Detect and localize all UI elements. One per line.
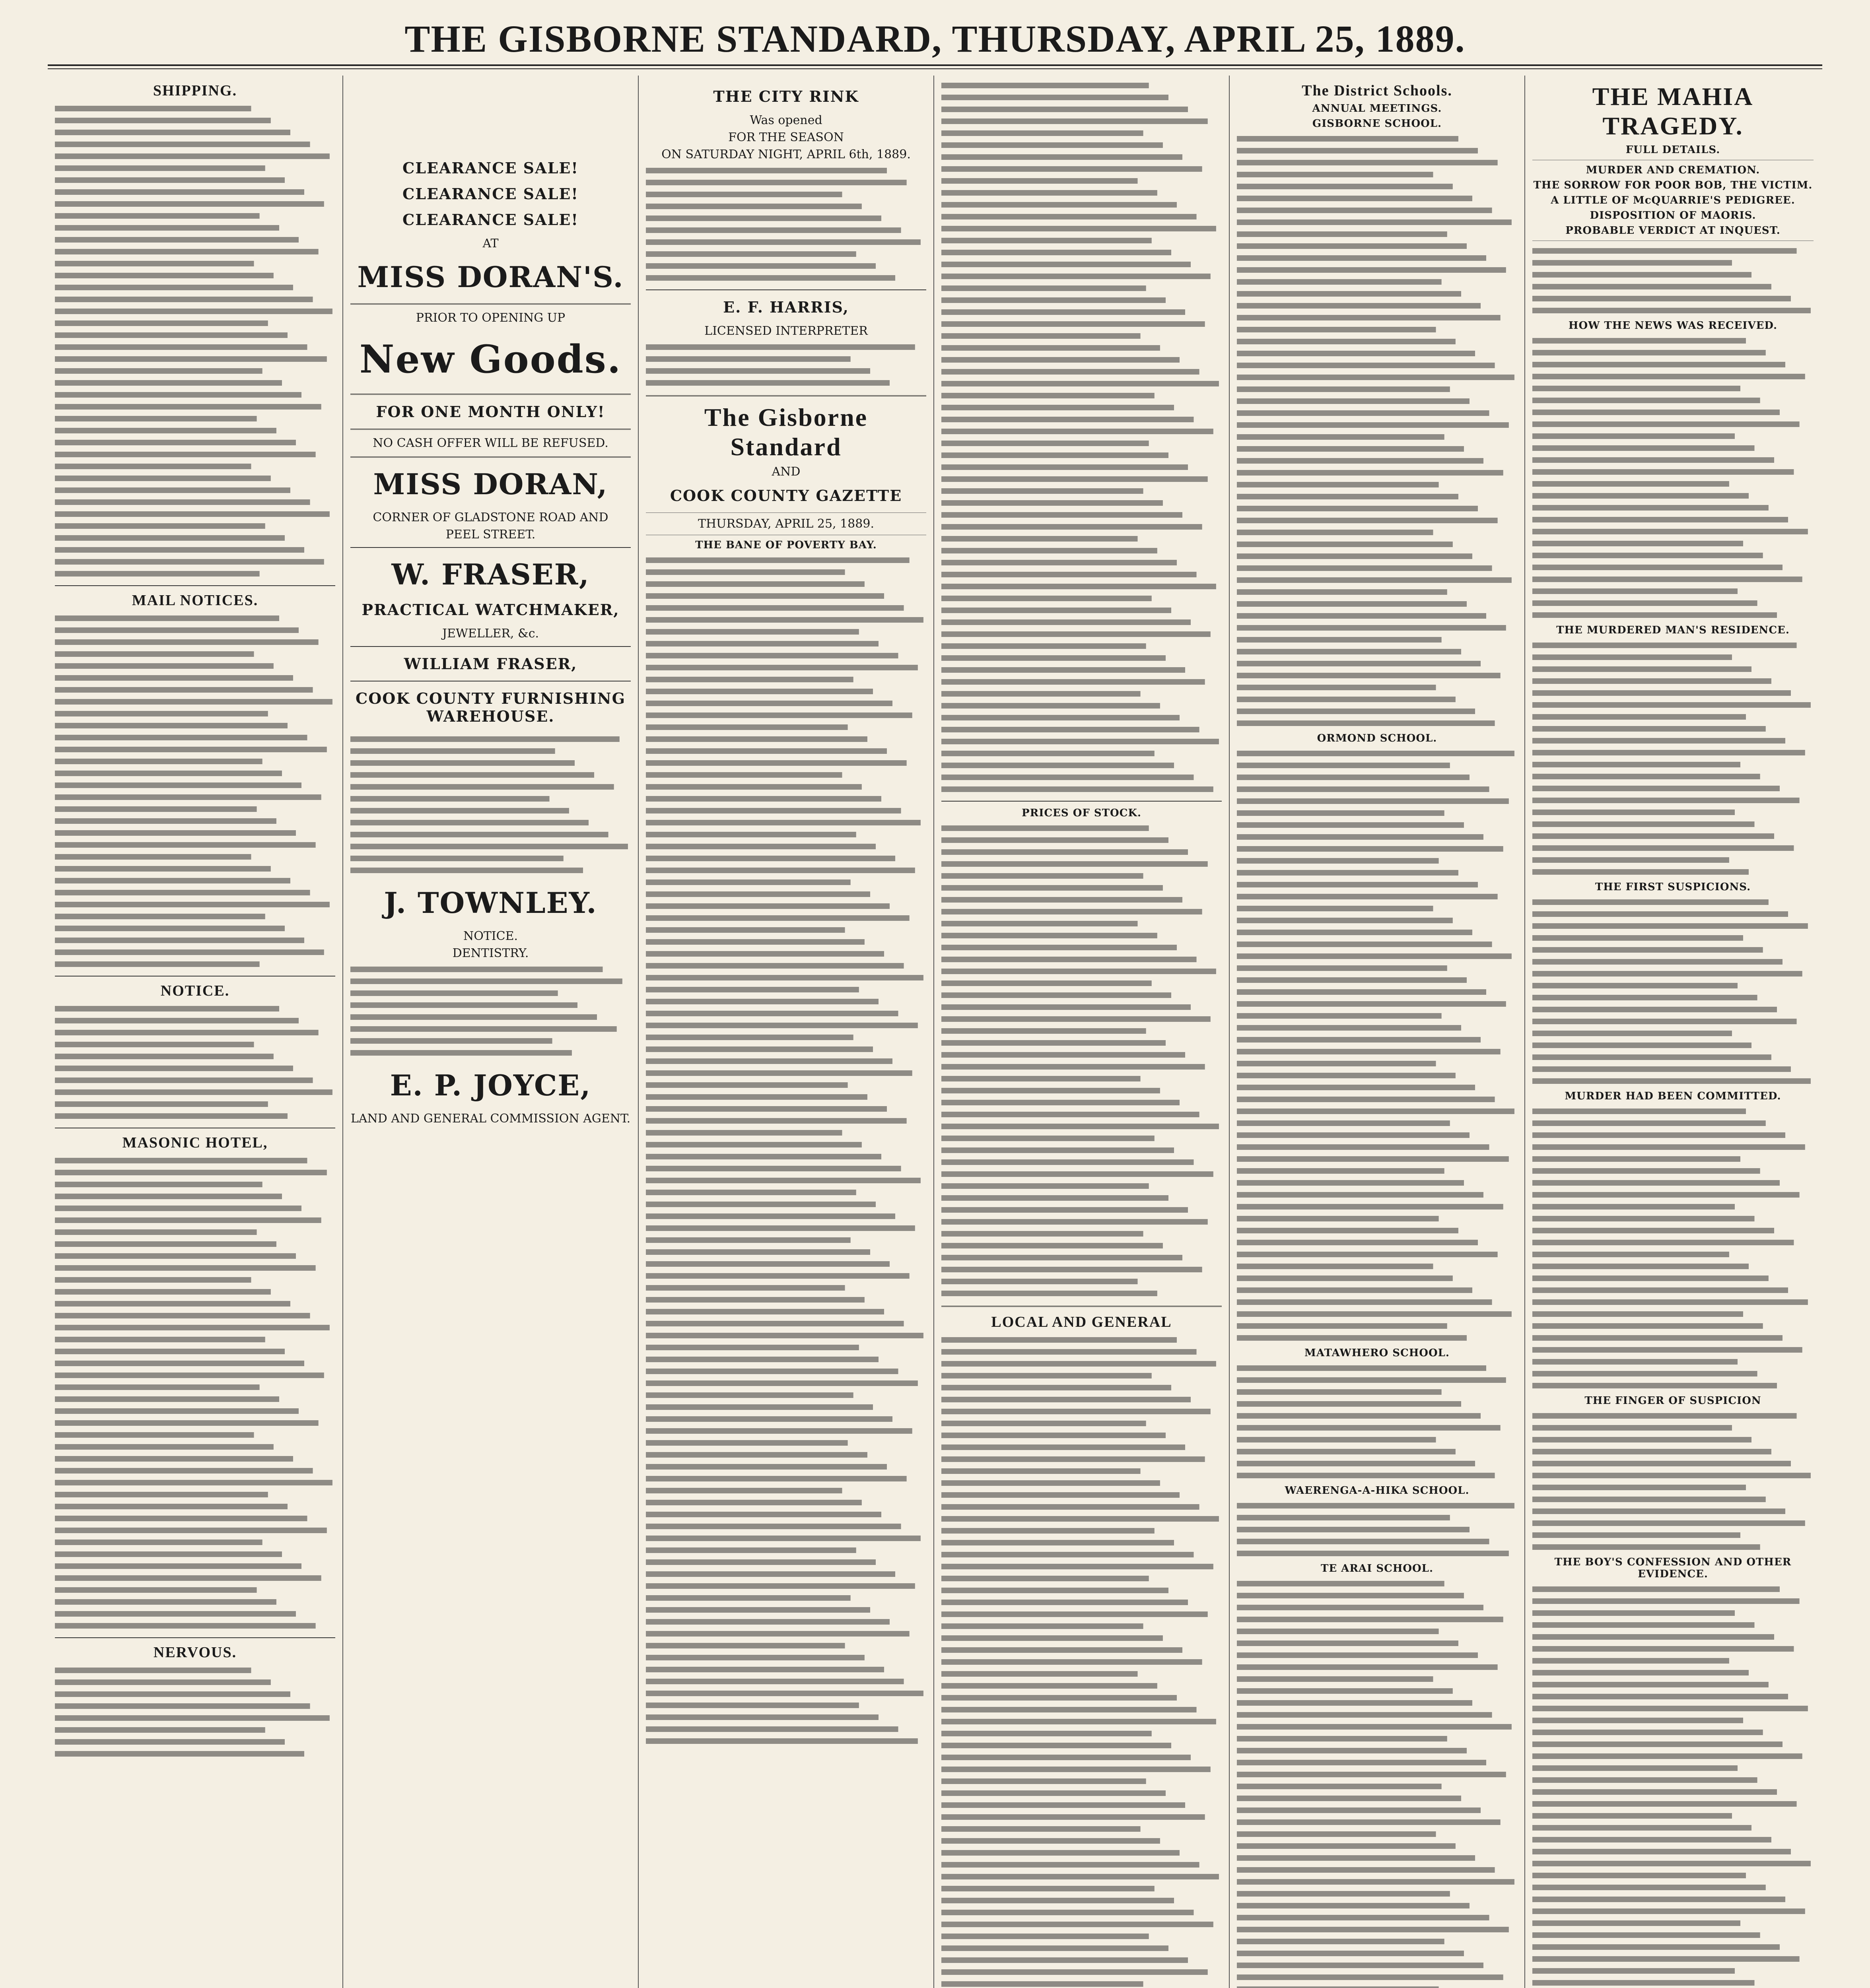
col5-filler-5 — [1237, 1578, 1517, 1988]
masthead-rule — [48, 64, 1822, 66]
licensed-interpreter: LICENSED INTERPRETER — [704, 324, 868, 338]
col6-filler-3 — [1532, 639, 1814, 878]
mahia-tragedy-title: THE MAHIA TRAGEDY. — [1592, 82, 1754, 140]
column-5 — [1230, 76, 1525, 1988]
sorrow-victim: THE SORROW FOR POOR BOB, THE VICTIM. — [1533, 179, 1813, 191]
nervous-body — [55, 1664, 335, 1760]
annual-meetings: ANNUAL MEETINGS. — [1312, 103, 1442, 115]
corner-line: CORNER OF GLADSTONE ROAD AND — [373, 511, 608, 524]
nameplate-and: AND — [772, 465, 801, 479]
col6-filler-5 — [1532, 1105, 1814, 1392]
mail-filler — [55, 612, 335, 970]
harris-filler — [646, 341, 926, 389]
mail-body — [55, 612, 335, 970]
for-one-month: FOR ONE MONTH ONLY! — [376, 403, 605, 421]
notice-label: NOTICE. — [463, 929, 518, 943]
dateline: THURSDAY, APRIL 25, 1889. — [698, 517, 874, 531]
ormond-body — [1237, 747, 1517, 1344]
column-4 — [934, 76, 1230, 1988]
local-body — [941, 1334, 1222, 1988]
column-6 — [1525, 76, 1821, 1988]
warehouse-body — [350, 733, 631, 876]
land-agent: LAND AND GENERAL COMMISSION AGENT. — [350, 1112, 631, 1126]
ef-harris: E. F. HARRIS, — [723, 298, 849, 316]
nervous-filler — [55, 1664, 335, 1760]
col6-filler-2 — [1532, 335, 1814, 621]
harris-body — [646, 341, 926, 389]
masthead-title: THE GISBORNE STANDARD, THURSDAY, APRIL 25, 1889. — [404, 17, 1466, 60]
was-opened: Was opened — [750, 113, 822, 127]
divider — [350, 456, 631, 458]
divider — [350, 547, 631, 548]
new-goods: New Goods. — [359, 337, 622, 382]
col5-filler-3 — [1237, 1362, 1517, 1481]
prior-to-opening: PRIOR TO OPENING UP — [416, 311, 566, 325]
columns — [48, 76, 1822, 1988]
divider — [941, 801, 1222, 802]
verdict: PROBABLE VERDICT AT INQUEST. — [1565, 225, 1781, 237]
no-cash-offer: NO CASH OFFER WILL BE REFUSED. — [373, 436, 608, 450]
miss-doran: MISS DORAN, — [373, 467, 608, 501]
cook-county-warehouse: COOK COUNTY FURNISHING WAREHOUSE. — [355, 689, 626, 725]
for-the-season: FOR THE SEASON — [728, 130, 844, 144]
clearance-sale-3: CLEARANCE SALE! — [402, 211, 579, 229]
murder-cremation: MURDER AND CREMATION. — [1586, 164, 1760, 176]
notice-filler — [55, 1003, 335, 1122]
dentistry-body — [350, 963, 631, 1059]
gisborne-body — [1237, 133, 1517, 729]
divider — [350, 646, 631, 647]
watchmaker: PRACTICAL WATCHMAKER, — [362, 601, 620, 619]
rink-body — [646, 165, 926, 284]
confession-body — [1532, 1583, 1814, 1988]
divider — [55, 585, 335, 586]
shipping-filler — [55, 103, 335, 580]
bane-filler — [646, 554, 926, 1747]
gisborne-school: GISBORNE SCHOOL. — [1312, 118, 1442, 130]
how-news-received: HOW THE NEWS WAS RECEIVED. — [1568, 320, 1778, 332]
waerenga-body — [1237, 1500, 1517, 1559]
masonic-filler — [55, 1155, 335, 1632]
col4-filler-3 — [941, 1334, 1222, 1988]
william-fraser: WILLIAM FRASER, — [404, 655, 577, 673]
full-details: FULL DETAILS. — [1625, 144, 1720, 156]
notice-header: NOTICE. — [160, 982, 230, 999]
first-suspicions: THE FIRST SUSPICIONS. — [1595, 881, 1751, 893]
matawhero-body — [1237, 1362, 1517, 1481]
ep-joyce: E. P. JOYCE, — [390, 1068, 591, 1102]
te-arai-school: TE ARAI SCHOOL. — [1320, 1563, 1434, 1574]
rink-filler — [646, 165, 926, 284]
col6-filler-7 — [1532, 1583, 1814, 1988]
ormond-school: ORMOND SCHOOL. — [1317, 732, 1437, 744]
masthead-rule-secondary — [48, 68, 1822, 69]
notice-body — [55, 1003, 335, 1122]
disposition: DISPOSITION OF MAORIS. — [1590, 210, 1756, 221]
nervous-header: NERVOUS. — [153, 1644, 237, 1661]
dentistry-label: DENTISTRY. — [452, 946, 529, 960]
finger-body — [1532, 1410, 1814, 1553]
finger-of-suspicion: THE FINGER OF SUSPICION — [1584, 1395, 1761, 1407]
column-2 — [343, 76, 639, 1988]
prices-header: PRICES OF STOCK. — [1022, 807, 1141, 819]
mail-notices-header: MAIL NOTICES. — [132, 592, 259, 609]
bane-body — [646, 554, 926, 1747]
w-fraser: W. FRASER, — [391, 557, 590, 591]
gazette-nameplate: COOK COUNTY GAZETTE — [670, 487, 902, 505]
col6-filler-1 — [1532, 245, 1814, 316]
pedigree: A LITTLE OF McQUARRIE'S PEDIGREE. — [1551, 194, 1795, 206]
col5-filler-2 — [1237, 747, 1517, 1344]
clearance-sale-2: CLEARANCE SALE! — [402, 185, 579, 203]
prices-body — [941, 822, 1222, 1299]
local-general-header: LOCAL AND GENERAL — [991, 1314, 1172, 1330]
bane-header: THE BANE OF POVERTY BAY. — [695, 539, 877, 551]
col5-filler-1 — [1237, 133, 1517, 729]
city-rink: THE CITY RINK — [713, 87, 859, 105]
residence: THE MURDERED MAN'S RESIDENCE. — [1556, 624, 1790, 636]
at-label: AT — [482, 237, 499, 250]
divider — [350, 303, 631, 305]
dentistry-filler — [350, 963, 631, 1059]
paper-nameplate: The Gisborne Standard — [704, 403, 868, 461]
suspicions-body — [1532, 896, 1814, 1087]
divider — [350, 429, 631, 430]
divider — [646, 289, 926, 290]
column-1 — [48, 76, 343, 1988]
matawhero-school: MATAWHERO SCHOOL. — [1304, 1347, 1450, 1359]
shipping-header: SHIPPING. — [153, 82, 237, 99]
col4-top-body — [941, 80, 1222, 795]
divider — [646, 395, 926, 396]
news-body — [1532, 335, 1814, 621]
masonic-body — [55, 1155, 335, 1632]
col4-filler-1 — [941, 80, 1222, 795]
committed-body — [1532, 1105, 1814, 1392]
waerenga-school: WAERENGA-A-HIKA SCHOOL. — [1285, 1485, 1470, 1497]
col6-filler-4 — [1532, 896, 1814, 1087]
te-arai-body — [1237, 1578, 1517, 1988]
divider — [55, 976, 335, 977]
peel-street: PEEL STREET. — [445, 528, 536, 542]
residence-body — [1532, 639, 1814, 878]
boys-confession: THE BOY'S CONFESSION AND OTHER EVIDENCE. — [1554, 1556, 1792, 1580]
column-3 — [639, 76, 934, 1988]
divider — [941, 1306, 1222, 1307]
murder-committed: MURDER HAD BEEN COMMITTED. — [1565, 1090, 1781, 1102]
divider — [350, 394, 631, 395]
jeweller: JEWELLER, &c. — [442, 627, 539, 641]
miss-dorans: MISS DORAN'S. — [357, 260, 624, 294]
col6-filler-6 — [1532, 1410, 1814, 1553]
divider — [55, 1637, 335, 1638]
clearance-sale-1: CLEARANCE SALE! — [402, 159, 579, 177]
shipping-body — [55, 103, 335, 580]
masonic-hotel-header: MASONIC HOTEL, — [122, 1134, 268, 1151]
opening-date: ON SATURDAY NIGHT, APRIL 6th, 1889. — [661, 148, 911, 161]
intro-body — [1532, 245, 1814, 316]
warehouse-filler — [350, 733, 631, 876]
j-townley: J. TOWNLEY. — [384, 886, 597, 920]
col5-filler-4 — [1237, 1500, 1517, 1559]
col4-filler-2 — [941, 822, 1222, 1299]
district-schools-header: The District Schools. — [1302, 82, 1452, 99]
